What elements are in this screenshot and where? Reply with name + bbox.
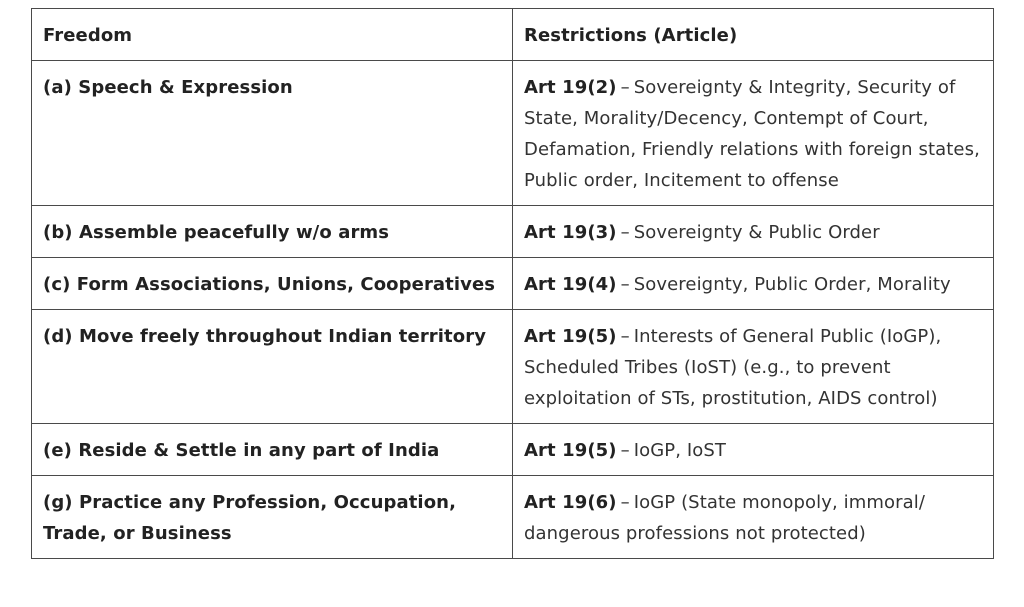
restriction-text: Interests of General Public (IoGP), Scheduled Tribes (IoST) (e.g., to prevent exploitation of STs, prostitution, AIDS control) xyxy=(524,326,942,409)
restriction-text: IoGP (State monopoly, immoral/ dangerous professions not protected) xyxy=(524,492,926,544)
table-row xyxy=(32,476,994,559)
freedom-cell: (d) Move freely throughout Indian territory xyxy=(32,310,513,424)
separator-dash: – xyxy=(620,440,630,461)
separator-dash: – xyxy=(620,492,630,513)
freedoms-restrictions-table xyxy=(31,8,994,559)
restriction-text: Sovereignty & Integrity, Security of State, Morality/Decency, Contempt of Court, Defamation, Friendly relations with foreign states, Public order, Incitement to offense xyxy=(524,77,980,191)
article-reference: Art 19(4) xyxy=(524,274,617,295)
restriction-text: Sovereignty, Public Order, Morality xyxy=(633,274,951,295)
restriction-text: Sovereignty & Public Order xyxy=(633,222,880,243)
table-row xyxy=(32,206,994,258)
separator-dash: – xyxy=(620,77,630,98)
header-freedom: Freedom xyxy=(32,9,513,61)
table-row xyxy=(32,310,994,424)
freedom-cell: (e) Reside & Settle in any part of India xyxy=(32,424,513,476)
restriction-cell xyxy=(513,206,994,258)
restriction-cell xyxy=(513,61,994,206)
table-row xyxy=(32,424,994,476)
article-reference: Art 19(3) xyxy=(524,222,617,243)
freedom-cell: (c) Form Associations, Unions, Cooperatives xyxy=(32,258,513,310)
freedom-cell: (b) Assemble peacefully w/o arms xyxy=(32,206,513,258)
separator-dash: – xyxy=(620,274,630,295)
article-reference: Art 19(5) xyxy=(524,326,617,347)
restriction-text: IoGP, IoST xyxy=(633,440,727,461)
article-reference: Art 19(6) xyxy=(524,492,617,513)
separator-dash: – xyxy=(620,326,630,347)
table-header-row xyxy=(32,9,994,61)
freedom-cell: (a) Speech & Expression xyxy=(32,61,513,206)
separator-dash: – xyxy=(620,222,630,243)
restriction-cell xyxy=(513,310,994,424)
restriction-cell xyxy=(513,476,994,559)
article-reference: Art 19(2) xyxy=(524,77,617,98)
restriction-cell xyxy=(513,424,994,476)
freedom-cell: (g) Practice any Profession, Occupation, Trade, or Business xyxy=(32,476,513,559)
table-row xyxy=(32,61,994,206)
restriction-cell xyxy=(513,258,994,310)
header-restrictions: Restrictions (Article) xyxy=(513,9,994,61)
table-row xyxy=(32,258,994,310)
article-reference: Art 19(5) xyxy=(524,440,617,461)
